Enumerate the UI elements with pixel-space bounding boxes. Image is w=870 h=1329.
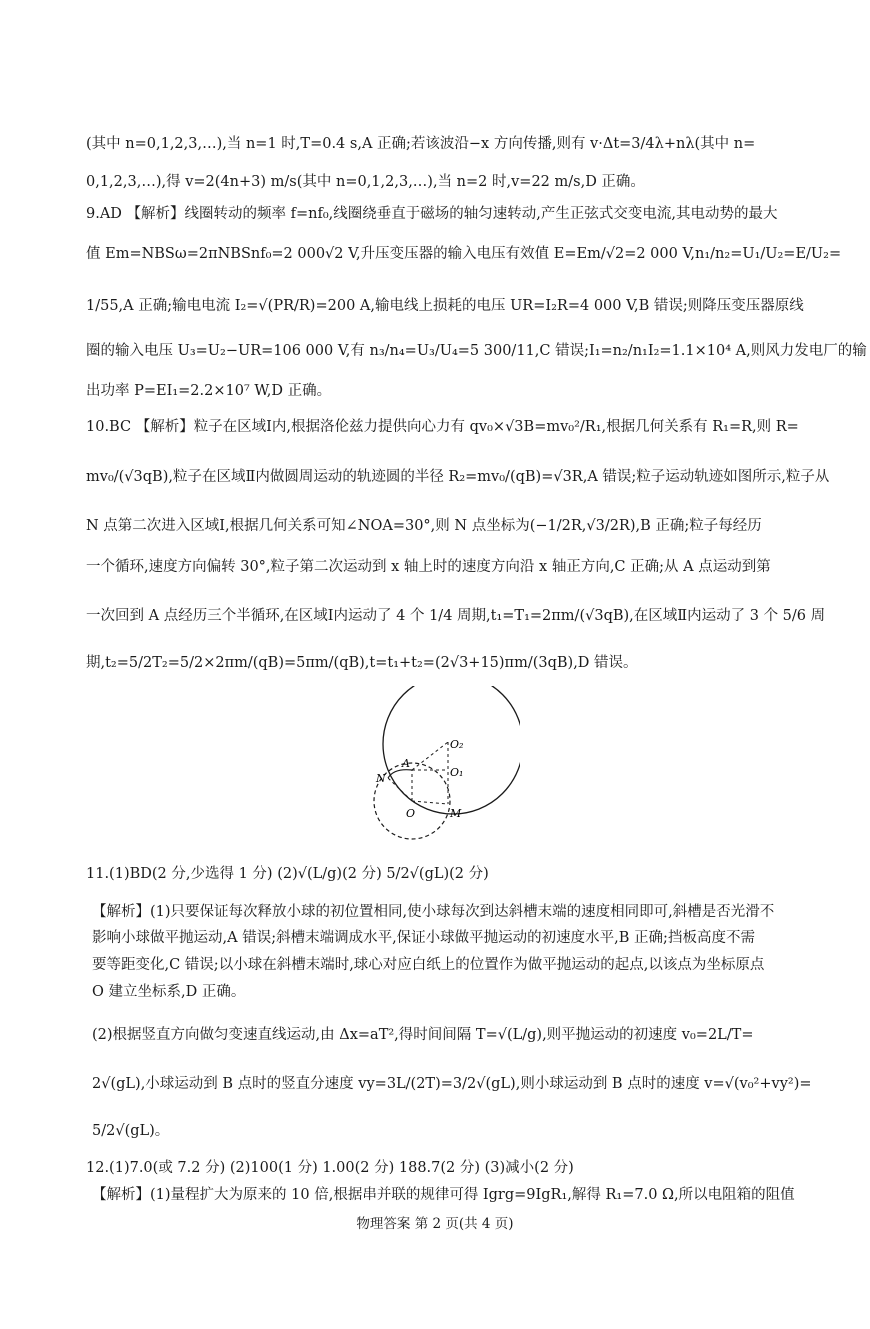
text-line: 【解析】(1)只要保证每次释放小球的初位置相同,使小球每次到达斜槽末端的速度相同即可,斜槽是否光滑不	[92, 904, 775, 920]
label: O	[406, 807, 416, 820]
label: N	[376, 772, 386, 785]
page-footer: 物理答案 第 2 页(共 4 页)	[356, 1216, 514, 1232]
label: A	[402, 757, 410, 770]
text-line: 9.AD 【解析】线圈转动的频率 f=nf₀,线圈绕垂直于磁场的轴匀速转动,产生正弦式交变电流,其电动势的最大	[86, 206, 778, 222]
text-line: 出功率 P=EI₁=2.2×10⁷ W,D 正确。	[86, 383, 332, 399]
text-line: 影响小球做平抛运动,A 错误;斜槽末端调成水平,保证小球做平抛运动的初速度水平,B 正确;挡板高度不需	[92, 930, 755, 946]
text-line: 【解析】(1)量程扩大为原来的 10 倍,根据串并联的规律可得 Igrg=9IgR₁,解得 R₁=7.0 Ω,所以电阻箱的阻值	[92, 1187, 795, 1203]
text-line: 11.(1)BD(2 分,少选得 1 分) (2)√(L/g)(2 分) 5/2√(gL)(2 分)	[86, 866, 489, 882]
text-line: 圈的输入电压 U₃=U₂−UR=106 000 V,有 n₃/n₄=U₃/U₄=5 300/11,C 错误;I₁=n₂/n₁I₂=1.1×10⁴ A,则风力发电厂的输	[86, 343, 867, 359]
text-line: 一次回到 A 点经历三个半循环,在区域Ⅰ内运动了 4 个 1/4 周期,t₁=T₁=2πm/(√3qB),在区域Ⅱ内运动了 3 个 5/6 周	[86, 608, 826, 624]
text-line: 值 Em=NBSω=2πNBSnf₀=2 000√2 V,升压变压器的输入电压有效值 E=Em/√2=2 000 V,n₁/n₂=U₁/U₂=E/U₂=	[86, 246, 842, 262]
text-line: 0,1,2,3,…),得 v=2(4n+3) m/s(其中 n=0,1,2,3,…),当 n=2 时,v=22 m/s,D 正确。	[86, 174, 645, 190]
text-line: 5/2√(gL)。	[92, 1123, 170, 1139]
label: O₂	[450, 738, 464, 751]
trajectory-figure	[370, 686, 520, 846]
text-line: 要等距变化,C 错误;以小球在斜槽末端时,球心对应白纸上的位置作为做平抛运动的起点,以该点为坐标原点	[92, 957, 765, 973]
text-line: (其中 n=0,1,2,3,…),当 n=1 时,T=0.4 s,A 正确;若该波沿−x 方向传播,则有 v·Δt=3/4λ+nλ(其中 n=	[86, 136, 756, 152]
text-line: 期,t₂=5/2T₂=5/2×2πm/(qB)=5πm/(qB),t=t₁+t₂=(2√3+15)πm/(3qB),D 错误。	[86, 655, 638, 671]
text-line: (2)根据竖直方向做匀变速直线运动,由 Δx=aT²,得时间间隔 T=√(L/g),则平抛运动的初速度 v₀=2L/T=	[92, 1027, 754, 1043]
label: M	[450, 807, 462, 820]
label: O₁	[450, 766, 464, 779]
text-line: 一个循环,速度方向偏转 30°,粒子第二次运动到 x 轴上时的速度方向沿 x 轴正方向,C 正确;从 A 点运动到第	[86, 559, 771, 575]
text-line: 2√(gL),小球运动到 B 点时的竖直分速度 vy=3L/(2T)=3/2√(gL),则小球运动到 B 点时的速度 v=√(v₀²+vy²)=	[92, 1076, 812, 1092]
radius-line	[412, 742, 448, 770]
text-line: N 点第二次进入区域Ⅰ,根据几何关系可知∠NOA=30°,则 N 点坐标为(−1/2R,√3/2R),B 正确;粒子每经历	[86, 518, 762, 534]
text-line: O 建立坐标系,D 正确。	[92, 984, 246, 1000]
text-line: 12.(1)7.0(或 7.2 分) (2)100(1 分) 1.00(2 分) 188.7(2 分) (3)减小(2 分)	[86, 1160, 574, 1176]
text-line: mv₀/(√3qB),粒子在区域Ⅱ内做圆周运动的轨迹圆的半径 R₂=mv₀/(qB)=√3R,A 错误;粒子运动轨迹如图所示,粒子从	[86, 469, 830, 485]
text-line: 10.BC 【解析】粒子在区域Ⅰ内,根据洛伦兹力提供向心力有 qv₀×√3B=mv₀²/R₁,根据几何关系有 R₁=R,则 R=	[86, 419, 799, 435]
text-line: 1/55,A 正确;输电电流 I₂=√(PR/R)=200 A,输电线上损耗的电压 UR=I₂R=4 000 V,B 错误;则降压变压器原线	[86, 298, 804, 314]
